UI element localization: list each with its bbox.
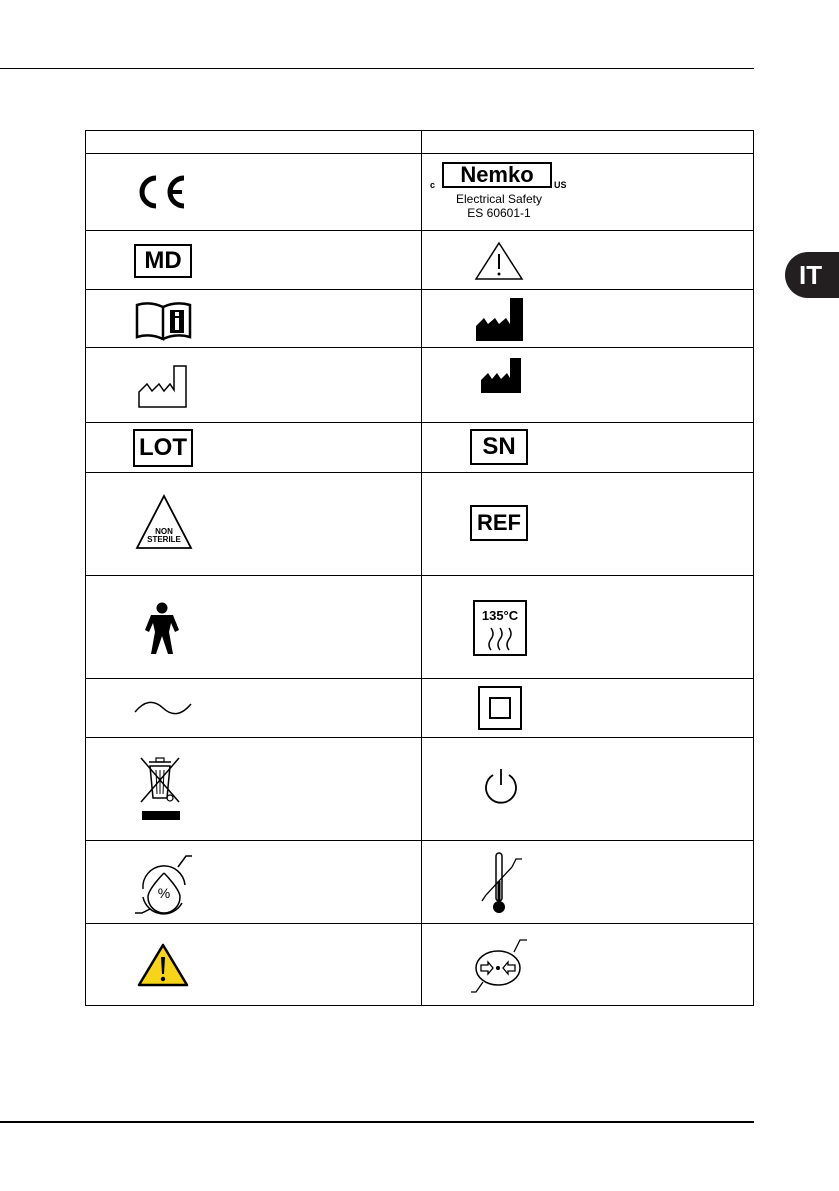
symbols-table: [85, 130, 754, 1006]
temperature-label: 135°C: [481, 608, 519, 623]
nemko-c-mark: c: [430, 180, 436, 190]
symbol-cell: [422, 290, 754, 348]
weee-disposal-icon: [139, 754, 185, 824]
symbol-cell: [422, 738, 754, 841]
symbol-cell: [422, 924, 754, 1006]
table-row: [86, 231, 754, 290]
symbol-cell: [86, 290, 422, 348]
table-row: [86, 348, 754, 423]
power-icon: [481, 767, 521, 807]
manufacturer-small-icon: [480, 356, 522, 394]
consult-instructions-icon: [134, 299, 194, 341]
symbol-cell: [422, 348, 754, 423]
non-sterile-line-1: NON: [155, 527, 173, 536]
table-row: [86, 841, 754, 924]
humidity-limit-icon: [134, 853, 194, 915]
header-cell-left: [86, 131, 422, 154]
language-tab-label: IT: [799, 260, 823, 290]
svg-text:%: %: [157, 885, 171, 901]
table-row: [86, 924, 754, 1006]
symbol-cell: [422, 576, 754, 679]
table-row: [86, 473, 754, 576]
symbol-cell: [86, 738, 422, 841]
non-sterile-icon: [134, 493, 194, 551]
symbol-cell: [86, 473, 422, 576]
alternating-current-icon: [133, 697, 193, 719]
symbol-cell: [86, 154, 422, 231]
sterilization-temperature-icon: [473, 600, 527, 656]
symbol-cell: [422, 231, 754, 290]
temperature-limit-icon: [480, 851, 524, 917]
table-row: [86, 423, 754, 473]
atmospheric-pressure-limit-icon: [471, 936, 533, 996]
symbol-cell: [86, 576, 422, 679]
nemko-us-mark: US: [554, 180, 567, 190]
symbol-cell: [422, 841, 754, 924]
nemko-logo: Nemko: [442, 162, 552, 188]
symbol-cell: [86, 679, 422, 738]
lot-icon: LOT: [133, 429, 193, 467]
footer-rule: [0, 1121, 754, 1123]
header-rule: [0, 68, 754, 69]
table-header-row: [86, 131, 754, 154]
warning-icon: [136, 942, 190, 988]
manufacturer-icon: [475, 296, 525, 342]
symbol-cell: [422, 423, 754, 473]
table-row: [86, 154, 754, 231]
class-ii-icon: [478, 686, 522, 730]
table-row: [86, 576, 754, 679]
header-cell-right: [422, 131, 754, 154]
symbol-cell: [422, 154, 754, 231]
caution-icon: [473, 240, 525, 282]
symbol-cell: [422, 473, 754, 576]
date-of-manufacture-icon: [137, 364, 189, 410]
symbol-cell: [86, 924, 422, 1006]
type-b-applied-part-icon: [144, 602, 180, 656]
non-sterile-line-2: STERILE: [147, 535, 181, 544]
symbol-cell: [86, 231, 422, 290]
language-tab: [785, 252, 839, 298]
reference-icon: REF: [470, 505, 528, 541]
symbol-cell: [86, 423, 422, 473]
serial-number-icon: SN: [470, 429, 528, 465]
table-row: [86, 679, 754, 738]
nemko-line-2: ES 60601-1: [467, 206, 531, 220]
symbol-cell: [86, 841, 422, 924]
nemko-line-1: Electrical Safety: [455, 192, 543, 206]
symbol-cell: [422, 679, 754, 738]
table-row: [86, 290, 754, 348]
symbol-cell: [86, 348, 422, 423]
ce-mark-icon: [134, 172, 190, 212]
medical-device-icon: MD: [134, 244, 192, 278]
table-row: [86, 738, 754, 841]
